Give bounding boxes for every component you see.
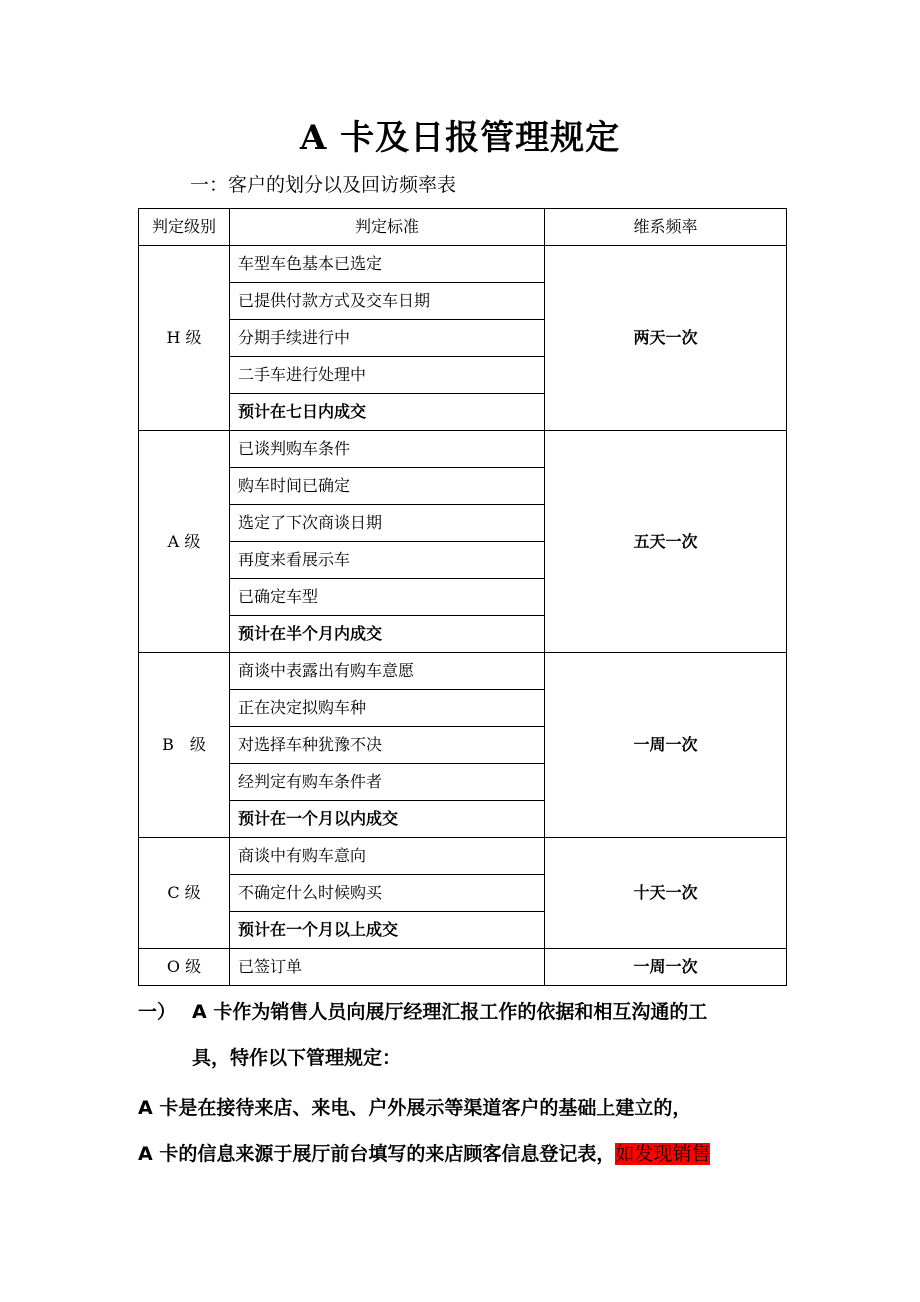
criterion-cell-expected-close: 预计在半个月内成交: [230, 616, 545, 653]
criterion-cell: 选定了下次商谈日期: [230, 505, 545, 542]
section-heading: 一：客户的划分以及回访频率表: [190, 174, 457, 196]
frequency-cell-a: 五天一次: [545, 431, 787, 653]
customer-grade-table: [138, 208, 787, 986]
item-text-line-2: 具，特作以下管理规定：: [192, 1047, 402, 1069]
criterion-cell-expected-close: 预计在一个月以内成交: [230, 801, 545, 838]
table-row: [139, 653, 787, 690]
table-row: [139, 838, 787, 875]
criterion-cell: 已确定车型: [230, 579, 545, 616]
criterion-cell: 已签订单: [230, 949, 545, 986]
table-row: [139, 246, 787, 283]
header-frequency: 维系频率: [545, 209, 787, 246]
criterion-cell: 不确定什么时候购买: [230, 875, 545, 912]
criterion-cell: 已提供付款方式及交车日期: [230, 283, 545, 320]
criterion-cell: 经判定有购车条件者: [230, 764, 545, 801]
level-cell-b: B 级: [139, 653, 230, 838]
frequency-cell-c: 十天一次: [545, 838, 787, 949]
frequency-cell-b: 一周一次: [545, 653, 787, 838]
header-level: 判定级别: [139, 209, 230, 246]
header-criteria: 判定标准: [230, 209, 545, 246]
paragraph-line-1: A 卡是在接待来店、来电、户外展示等渠道客户的基础上建立的，: [138, 1097, 692, 1119]
table-row: [139, 949, 787, 986]
criterion-cell: 已谈判购车条件: [230, 431, 545, 468]
criterion-cell: 商谈中有购车意向: [230, 838, 545, 875]
paragraph-line-2: [138, 1138, 710, 1170]
level-cell-c: C 级: [139, 838, 230, 949]
highlighted-text: 如发现销售: [615, 1143, 711, 1165]
criterion-cell: 商谈中表露出有购车意愿: [230, 653, 545, 690]
criterion-cell: 再度来看展示车: [230, 542, 545, 579]
criterion-cell: 购车时间已确定: [230, 468, 545, 505]
level-cell-h: H 级: [139, 246, 230, 431]
criterion-cell: 分期手续进行中: [230, 320, 545, 357]
paragraph-line-2-text: A 卡的信息来源于展厅前台填写的来店顾客信息登记表，: [138, 1143, 616, 1165]
criterion-cell: 对选择车种犹豫不决: [230, 727, 545, 764]
criterion-cell-expected-close: 预计在七日内成交: [230, 394, 545, 431]
frequency-cell-o: 一周一次: [545, 949, 787, 986]
level-cell-o: O 级: [139, 949, 230, 986]
criterion-cell-expected-close: 预计在一个月以上成交: [230, 912, 545, 949]
item-number: 一）: [138, 1001, 177, 1023]
criterion-cell: 二手车进行处理中: [230, 357, 545, 394]
criterion-cell: 车型车色基本已选定: [230, 246, 545, 283]
document-title: A 卡及日报管理规定: [299, 118, 621, 158]
criterion-cell: 正在决定拟购车种: [230, 690, 545, 727]
item-text-line-1: A 卡作为销售人员向展厅经理汇报工作的依据和相互沟通的工: [192, 1001, 708, 1023]
frequency-cell-h: 两天一次: [545, 246, 787, 431]
table-row: [139, 431, 787, 468]
table-header-row: [139, 209, 787, 246]
level-cell-a: A 级: [139, 431, 230, 653]
